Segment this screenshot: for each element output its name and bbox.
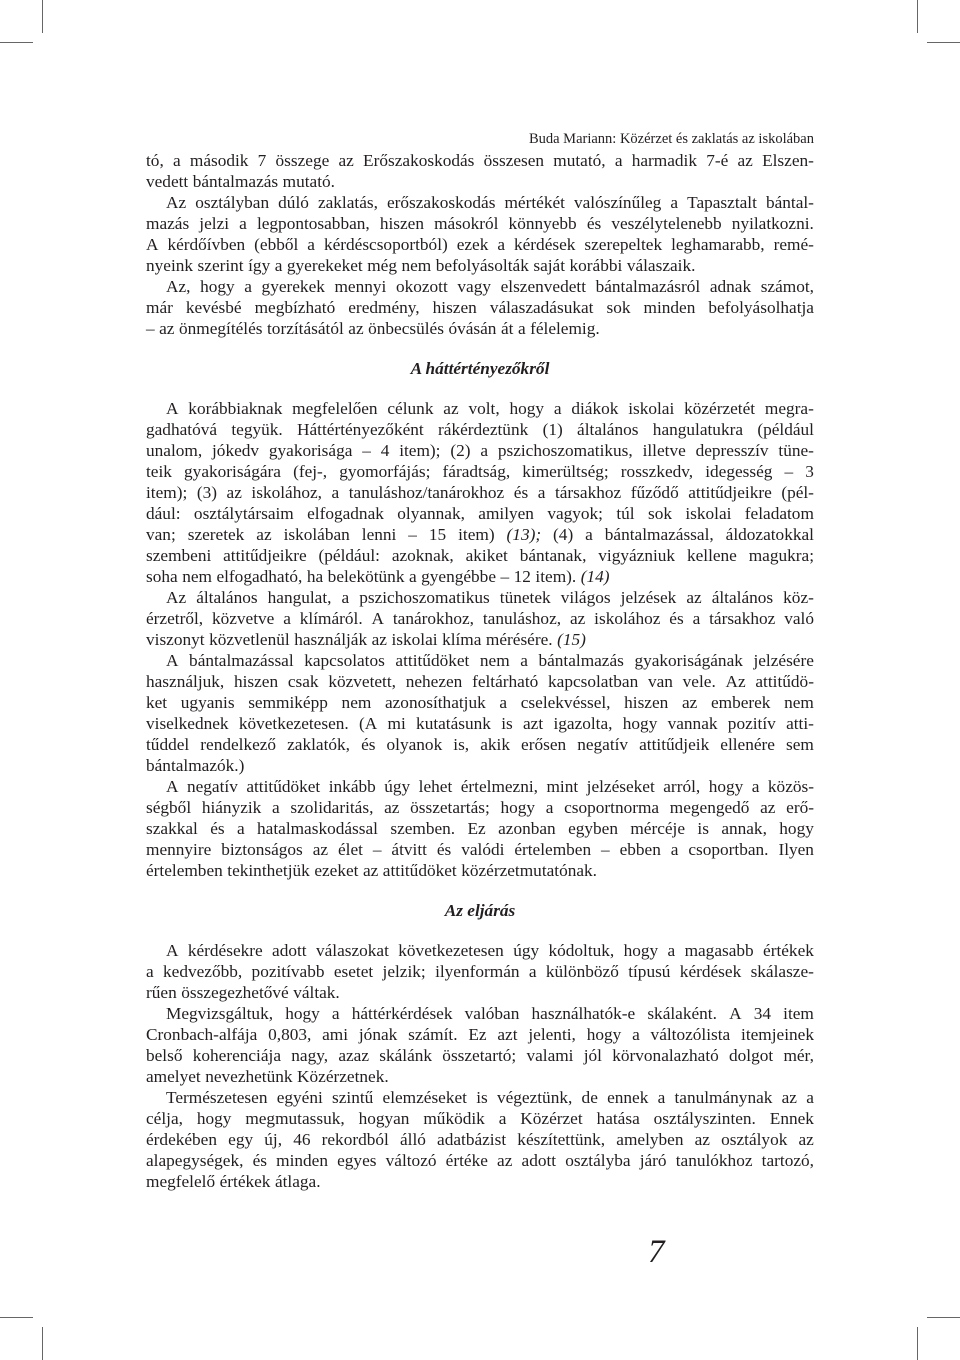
section-heading: Az eljárás [444,901,516,920]
text-line: megfelelő értékek átlaga. [146,1172,321,1191]
text-line: Cronbach-alfája 0,803, ami jónak számít. Ez azt jelenti, hogy a változólista itemjeinek [146,1025,814,1044]
text-line: mennyire biztonságos az élet – átvitt és valódi értelemben – ebben a csoportban. Ilyen [146,840,814,859]
text-line: érzetről, közvetve a klímáról. A tanárokhoz, tanuláshoz, az iskolához és a társakhoz való [146,609,814,628]
crop-mark [0,1317,33,1318]
text-line: vedett bántalmazás mutató. [146,172,335,191]
text-line: A korábbiaknak megfelelően célunk az volt, hogy a diákok iskolai közérzetét megra- [166,399,814,418]
text-line: Az általános hangulat, a pszichoszomatikus tünetek világos jelzések az általános köz- [166,588,814,607]
text-line: belső koherenciája nagy, azaz skálánk összetartó; valami jól körvonalazható dolgot mér, [146,1046,814,1065]
text-line: Az, hogy a gyerekek mennyi okozott vagy elszenvedett bántalmazásról adnak számot, [166,277,814,296]
page-number: 7 [648,1234,665,1270]
text-line: unalom, jókedv gyakorisága – 4 item); (2) a pszichoszomatikus, illetve depresszív tüne- [146,441,814,460]
text-line: célja, hogy megmutassuk, hogyan működik a Közérzet hatása osztályszinten. Ennek [146,1109,814,1128]
section-gap [146,339,814,358]
crop-mark [0,42,33,43]
section-heading: A háttértényezőkről [410,359,550,378]
section-gap [146,881,814,900]
crop-mark [917,1327,918,1360]
text-line: alapegységek, és minden egyes változó értéke az adott osztályba járó tanulókhoz tartozó, [146,1151,814,1170]
section-gap [146,379,814,398]
text-line: A kérdőívben (ebből a kérdéscsoportból) ezek a kérdések szerepeltek leghamarabb, remé- [146,235,814,254]
text-line: mazás jelzi a legpontosabban, hiszen másokról könnyebb és veszélytelenebb nyilatkozni. [146,214,814,233]
text-line: item); (3) az iskolához, a tanuláshoz/tanárokhoz és a társakhoz fűződő attitűdjeikre (pél- [146,483,814,502]
text-line: viszonyt közvetlenül használják az iskolai klíma mérésére. (15) [146,630,586,649]
text-line: érdekében egy új, 46 rekordból álló adatbázist készítettünk, amelyben az osztályok az [146,1130,814,1149]
text-line: A negatív attitűdöket inkább úgy lehet értelmezni, mint jelzéseket arról, hogy a közös- [166,777,814,796]
text-line: szakkal és a hatalmaskodással szemben. Ez azonban egyben mércéje is annak, hogy [146,819,814,838]
text-line: A bántalmazással kapcsolatos attitűdöket nem a bántalmazás gyakoriságának jelzésére [166,651,814,670]
text-line: van; szeretek az iskolában lenni – 15 item) (13); (4) a bántalmazással, áldozatokkal [146,525,814,544]
text-line: soha nem elfogadható, ha belekötünk a gyengébbe – 12 item). (14) [146,567,610,586]
text-line: ségből hiányzik a szolidaritás, az összetartás; hogy a csoportnorma megengedő az erő- [146,798,814,817]
text-line: teik gyakoriságára (fej-, gyomorfájás; fáradtság, kimerültség; rosszkedv, idegesség – 3 [146,462,814,481]
section-gap [146,921,814,940]
article-body [146,150,814,1192]
running-header: Buda Mariann: Közérzet és zaklatás az iskolában [528,131,814,147]
text-line: szembeni attitűdjeikre (például: azoknak, akiket bántanak, vigyázniuk kellene magukra; [146,546,814,565]
text-line: amelyet nevezhetünk Közérzetnek. [146,1067,389,1086]
text-line: gadhatóvá tegyük. Háttértényezőként rákérdeztünk (1) általános hangulatukra (például [146,420,814,439]
text-line: Megvizsgáltuk, hogy a háttérkérdések valóban használhatók-e skálaként. A 34 item [166,1004,814,1023]
text-line: tűddel rendelkező zaklatók, és olyanok is, akik erősen negatív attitűdjeik ellenére sem [146,735,814,754]
text-line: tó, a második 7 összege az Erőszakoskodás összesen mutató, a harmadik 7-é az Elszen- [146,151,814,170]
crop-mark [42,1327,43,1360]
text-line: dául: osztálytársaim elfogadnak olyannak, amilyen vagyok; túl sok iskolai feladatom [146,504,814,523]
crop-mark [42,0,43,33]
text-line: A kérdésekre adott válaszokat következetesen úgy kódoltuk, hogy a magasabb értékek [166,941,814,960]
text-line: nyeink szerint így a gyerekeket még nem befolyásolták saját korábbi válaszaik. [146,256,696,275]
crop-mark [927,1317,960,1318]
text-line: rűen összegezhetővé váltak. [146,983,340,1002]
text-line: Természetesen egyéni szintű elemzéseket is végeztünk, de ennek a tanulmánynak az a [166,1088,814,1107]
text-line: már kevésbé megbízható eredmény, hiszen válaszadásukat sok minden befolyásolhatja [146,298,814,317]
text-line: viselkednek következetesen. (A mi kutatásunk is azt igazolta, hogy vannak pozitív atti- [146,714,814,733]
text-line: értelemben tekinthetjük ezeket az attitűdöket közérzetmutatónak. [146,861,598,880]
text-line: bántalmazók.) [146,756,245,775]
text-line: a kedvezőbb, pozitívabb esetet jelzik; ilyenformán a különböző típusú kérdések skálasze- [146,962,814,981]
text-line: Az osztályban dúló zaklatás, erőszakoskodás mértékét valószínűleg a Tapasztalt bántal- [166,193,814,212]
crop-mark [917,0,918,33]
text-line: ket ugyanis semmiképp nem azonosíthatjuk a cselekvéssel, hiszen az emberek nem [146,693,814,712]
text-line: használjuk, hiszen csak közvetett, nehezen feltárható kapcsolatban van vele. Az attitűdö- [146,672,814,691]
crop-mark [927,42,960,43]
text-line: – az önmegítélés torzításától az önbecsülés óvásán át a félelemig. [146,319,600,338]
